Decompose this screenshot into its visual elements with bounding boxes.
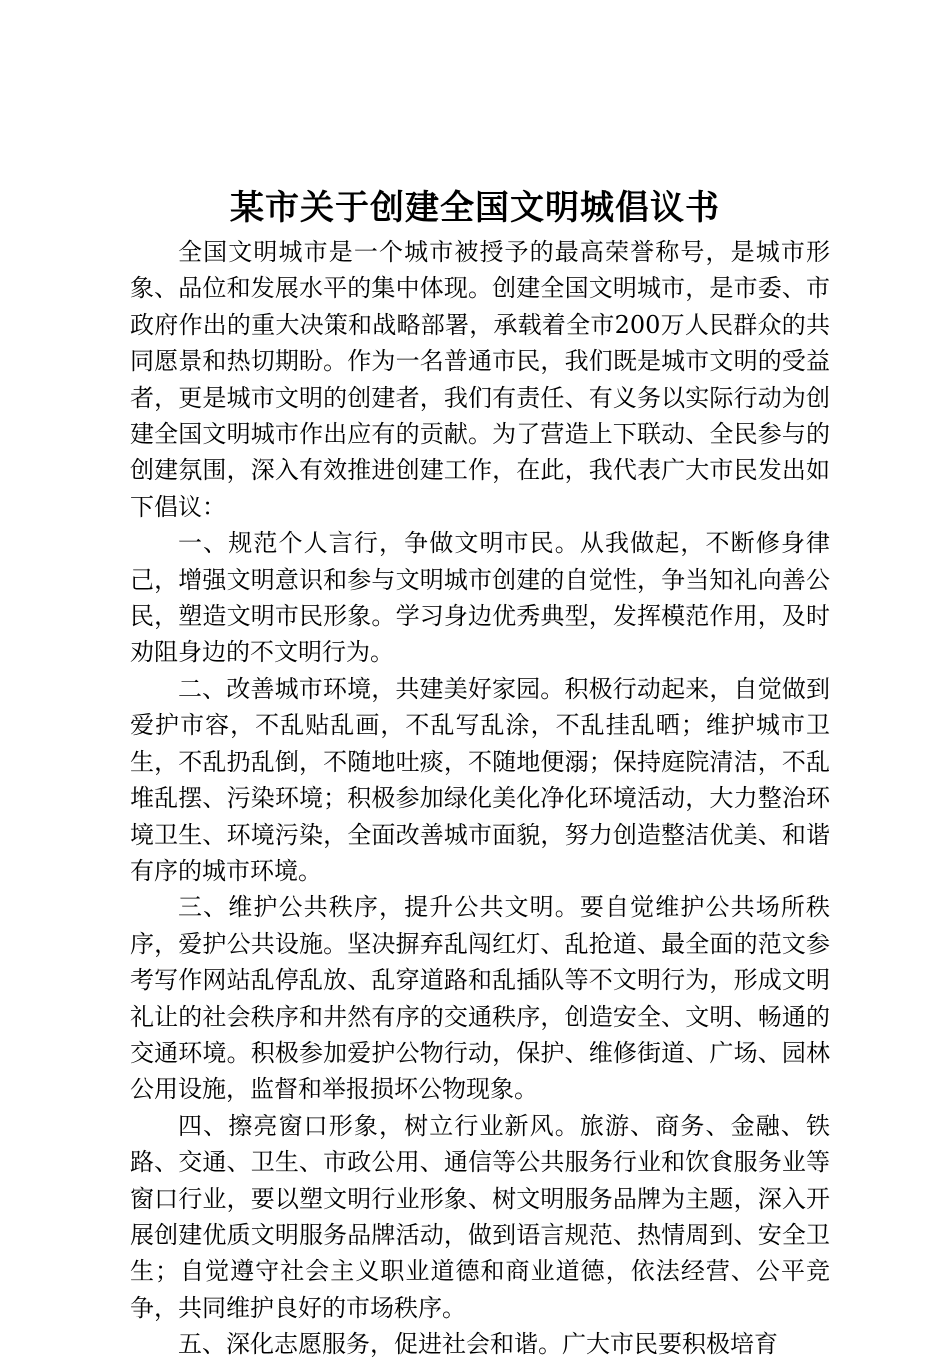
paragraph-item-4: 四、擦亮窗口形象，树立行业新风。旅游、商务、金融、铁路、交通、卫生、市政公用、通信等公共服务行业和饮食服务业等窗口行业，要以塑文明行业形象、树文明服务品牌为主题，深入开展创建优质文明服务品牌活动，做到语言规范、热情周到、安全卫生；自觉遵守社会主义职业道德和商业道德，依法经营、公平竞争，共同维护良好的市场秩序。: [130, 1111, 830, 1322]
paragraph-item-5: 五、深化志愿服务，促进社会和谐。广大市民要积极培育: [178, 1330, 778, 1359]
paragraph-item-3: 三、维护公共秩序，提升公共文明。要自觉维护公共场所秩序，爱护公共设施。坚决摒弃乱闯红灯、乱抢道、最全面的范文参考写作网站乱停乱放、乱穿道路和乱插队等不文明行为，形成文明礼让的社会秩序和井然有序的交通秩序，创造安全、文明、畅通的交通环境。积极参加爱护公物行动，保护、维修街道、广场、园林公用设施，监督和举报损坏公物现象。: [130, 893, 830, 1104]
document-title: 某市关于创建全国文明城倡议书: [230, 188, 720, 228]
paragraph-intro: 全国文明城市是一个城市被授予的最高荣誉称号，是城市形象、品位和发展水平的集中体现。创建全国文明城市，是市委、市政府作出的重大决策和战略部署，承载着全市200万人民群众的共同愿景和热切期盼。作为一名普通市民，我们既是城市文明的受益者，更是城市文明的创建者，我们有责任、有义务以实际行动为创建全国文明城市作出应有的贡献。为了营造上下联动、全民参与的创建氛围，深入有效推进创建工作，在此，我代表广大市民发出如下倡议：: [130, 238, 830, 521]
paragraph-item-1: 一、规范个人言行，争做文明市民。从我做起，不断修身律己，增强文明意识和参与文明城市创建的自觉性，争当知礼向善公民，塑造文明市民形象。学习身边优秀典型，发挥模范作用，及时劝阻身边的不文明行为。: [130, 529, 830, 667]
paragraph-item-2: 二、改善城市环境，共建美好家园。积极行动起来，自觉做到爱护市容，不乱贴乱画，不乱写乱涂，不乱挂乱晒；维护城市卫生，不乱扔乱倒，不随地吐痰，不随地便溺；保持庭院清洁，不乱堆乱摆、污染环境；积极参加绿化美化净化环境活动，大力整治环境卫生、环境污染，全面改善城市面貌，努力创造整洁优美、和谐有序的城市环境。: [130, 674, 830, 885]
document-body: [130, 234, 830, 1363]
